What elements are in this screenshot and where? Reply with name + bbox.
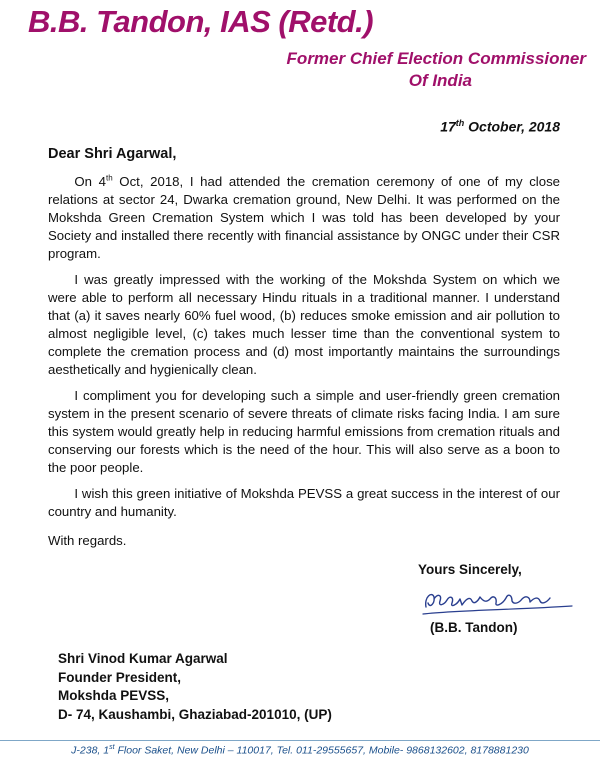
paragraph-1-rest: Oct, 2018, I had attended the cremation ceremony of one of my close relations at sector 24, Dwarka cremation ground, New Delhi. It was performed on the Mokshda Green Cremation System which I was told has been developed by your Society and installed there recently with financial assistance by ONGC under their CSR program. — [48, 174, 560, 261]
letterhead-designation-line1: Former Chief Election Commissioner — [286, 49, 586, 68]
recipient-organization: Mokshda PEVSS, — [58, 688, 170, 703]
paragraph-1 — [48, 173, 560, 263]
signatory-name: (B.B. Tandon) — [430, 620, 518, 635]
paragraph-4 — [48, 485, 560, 521]
letter-date — [440, 118, 560, 135]
recipient-name: Shri Vinod Kumar Agarwal — [58, 651, 228, 666]
closing-yours-sincerely: Yours Sincerely, — [418, 562, 522, 577]
paragraph-2 — [48, 271, 560, 379]
footer-address-start: J-238, 1 — [71, 744, 110, 757]
paragraph-4-text: I wish this green initiative of Mokshda PEVSS a great success in the interest of our country and humanity. — [48, 486, 560, 519]
date-day: 17 — [440, 118, 456, 135]
recipient-street: D- 74, Kaushambi, Ghaziabad-201010, (UP) — [58, 706, 332, 722]
paragraph-3 — [48, 387, 560, 477]
handwritten-signature — [420, 583, 580, 619]
recipient-address — [58, 650, 332, 724]
salutation: Dear Shri Agarwal, — [48, 146, 177, 162]
letterhead-designation-line2: Of India — [408, 71, 472, 90]
closing-regards: With regards. — [48, 533, 127, 548]
footer-address-rest: Floor Saket, New Delhi – 110017, Tel. 011-29555657, Mobile- 9868132602, 8178881230 — [114, 744, 529, 757]
footer-sup: st — [109, 744, 115, 751]
letterhead-name: B.B. Tandon, IAS (Retd.) — [28, 4, 374, 39]
date-day-suffix: th — [455, 118, 465, 128]
paragraph-2-text: I was greatly impressed with the working of the Mokshda System on which we were able to perform all necessary Hindu rituals in a traditional manner. I understand that (a) it saves nearly 60% fuel wood, (b) reduces smoke emission and air pollution to almost negligible level, (c) takes much lesser time than the conventional system to complete the cremation process and (d) most importantly maintains the surroundings aesthetically and hygienically clean. — [48, 272, 560, 377]
paragraph-3-text: I compliment you for developing such a simple and user-friendly green cremation system in the present scenario of severe threats of climate risks facing India. I am sure this system would greatly help in reducing harmful emissions from cremation rituals and conserving our forests which is the need of the hour. This will also serve as a boon to the poor people. — [48, 388, 560, 475]
recipient-title: Founder President, — [58, 669, 182, 685]
footer-divider — [0, 740, 600, 741]
paragraph-1-sup: th — [105, 173, 113, 183]
paragraph-1-start: On 4 — [74, 174, 106, 189]
date-rest: October, 2018 — [464, 118, 560, 135]
